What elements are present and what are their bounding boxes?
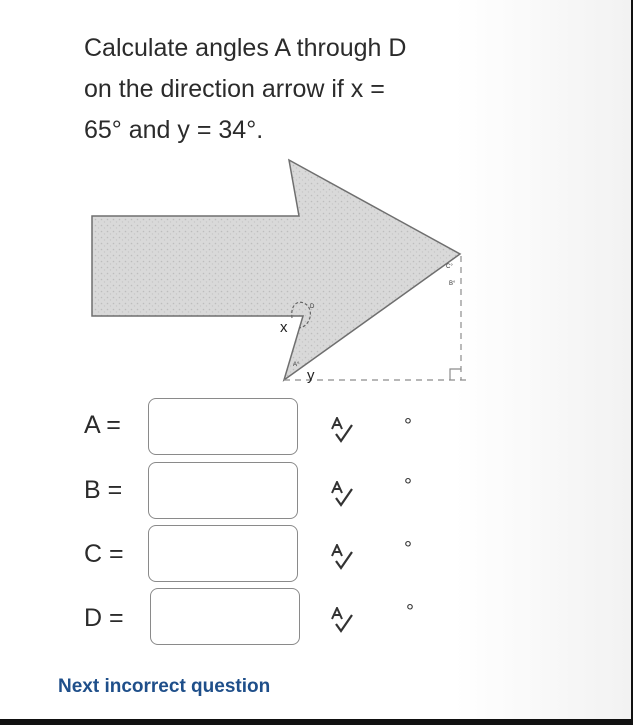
arrow-shape [92,160,460,380]
question-text [84,28,504,151]
degree-symbol: ° [406,601,414,623]
label-angle-c: C = [84,540,124,568]
angle-a-input[interactable] [148,398,298,455]
next-incorrect-question-link[interactable]: Next incorrect question [58,676,271,697]
label-x: x [280,319,288,336]
angle-b-input[interactable] [148,462,298,519]
label-b: B° [449,281,456,287]
spellcheck-icon[interactable] [329,481,355,509]
label-c: C° [446,264,453,270]
label-a: A° [293,362,300,368]
label-y: y [307,367,315,384]
spellcheck-icon[interactable] [329,417,355,445]
angle-c-input[interactable] [148,525,298,582]
question-line-1: Calculate angles A through D [84,34,407,62]
angle-d-input[interactable] [150,588,300,645]
label-angle-b: B = [84,476,123,504]
question-line-2: on the direction arrow if x = [84,75,385,103]
label-angle-d: D = [84,604,124,632]
direction-arrow-figure [88,158,478,388]
spellcheck-icon[interactable] [329,544,355,572]
degree-symbol: ° [404,475,412,497]
label-angle-a: A = [84,411,121,439]
spellcheck-icon[interactable] [329,607,355,635]
degree-symbol: ° [404,538,412,560]
degree-symbol: ° [404,415,412,437]
label-d: D [310,304,315,310]
question-line-3: 65° and y = 34°. [84,116,264,144]
right-angle-mark [450,369,461,380]
